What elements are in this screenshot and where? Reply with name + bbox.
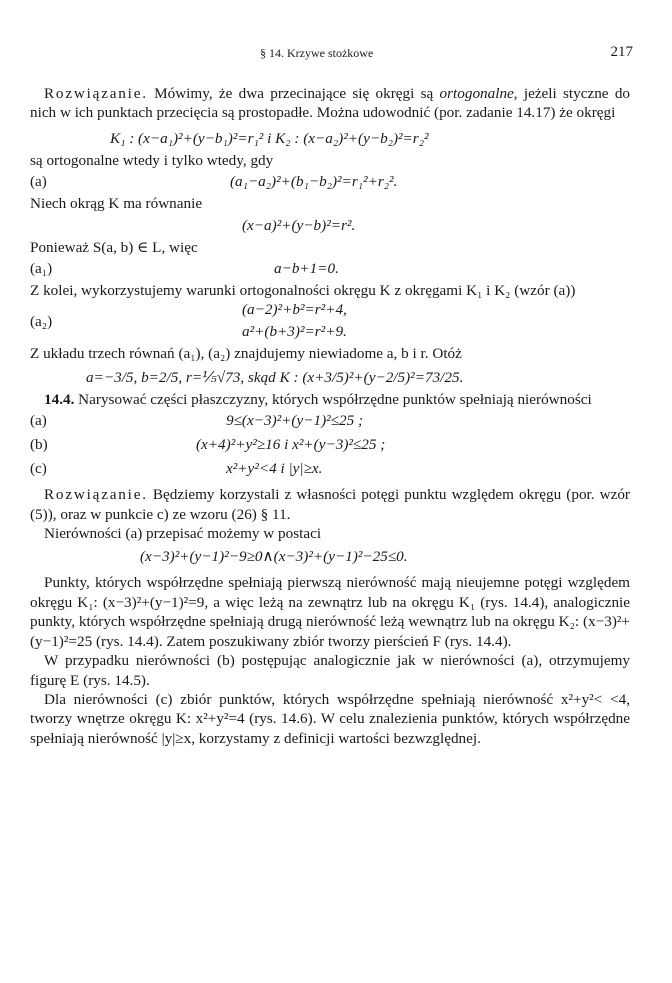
page-body <box>30 84 630 748</box>
paragraph-solution-2 <box>30 485 630 524</box>
paragraph-system: Z układu trzech równań (a₁), (a₂) znajdujemy niewiadome a, b i r. Otóż <box>30 345 462 363</box>
formula: 9≤(x−3)²+(y−1)²≤25 ; <box>226 412 364 430</box>
page <box>30 40 633 747</box>
equation-k1-k2 <box>30 127 630 151</box>
equation-k <box>30 214 630 238</box>
paragraph-points: Punkty, których współrzędne spełniają pierwszą nierówność mają nieujemne potęgi względem okręgu K₁: (x−3)²+(y−1)²=9, a więc leżą na zewnątrz lub na okręgu K₁ (rys. 14.4), analogicznie punkty, których współrzędne spełniają drugą nierówność leżą wewnątrz lub na okręgu K₂: (x−3)²+(y−1)²=25 (rys. 14.4). Zatem poszukiwany zbiór tworzy pierścień F (rys. 14.4). <box>30 574 630 650</box>
paragraph-case-b: W przypadku nierówności (b) postępując analogicznie jak w nierówności (a), otrzymujemy figurę E (rys. 14.5). <box>30 652 630 689</box>
paragraph-case-c: Dla nierówności (c) zbiór punktów, których współrzędne spełniają nierówność x²+y²< <4, tworzy wnętrze okręgu K: x²+y²=4 (rys. 14.6). W celu znalezienia punktów, których współrzędne spełniają nierówność |y|≥x, korzystamy z definicji wartości bezwzględnej. <box>30 690 630 747</box>
equation-a1 <box>30 257 630 281</box>
formula: (a₁−a₂)²+(b₁−b₂)²=r₁²+r₂². <box>230 173 398 191</box>
formula: (x+4)²+y²≥16 i x²+(y−3)²≤25 ; <box>196 436 386 454</box>
page-number: 217 <box>610 44 633 60</box>
text-run: Mówimy, że dwa przecinające się okręgi są <box>154 85 440 102</box>
solution-heading: Rozwiązanie. <box>44 486 148 504</box>
page-header <box>30 40 633 60</box>
text-run: Będziemy korzystali z własności potęgi punktu względem okręgu (por. wzór (5)), oraz w punkcie c) ze wzoru (26) § 11. <box>30 486 630 523</box>
paragraph-circle-k: Niech okrąg K ma równanie <box>30 195 203 213</box>
equation-solution <box>30 364 630 390</box>
inequality-b <box>30 433 630 457</box>
equation-label: (c) <box>30 460 47 478</box>
formula: a=−3/5, b=2/5, r=⅕√73, skąd K : (x+3/5)²+(y−2/5)²=73/25. <box>86 368 464 386</box>
problem-14-4 <box>30 390 630 409</box>
paragraph-solution-1 <box>30 84 630 123</box>
formula: (x−a)²+(y−b)²=r². <box>242 216 356 234</box>
formula: a²+(b+3)²=r²+9. <box>242 323 347 341</box>
equation-a <box>30 170 630 194</box>
italic-term: ortogonalne <box>439 85 514 102</box>
formula: x²+y²<4 i |y|≥x. <box>226 460 323 478</box>
equation-a2 <box>30 300 630 344</box>
paragraph-since: Ponieważ S(a, b) ∈ L, więc <box>30 238 198 256</box>
solution-heading: Rozwiązanie. <box>44 85 148 102</box>
paragraph-rewrite: Nierówności (a) przepisać możemy w postaci <box>44 525 322 543</box>
formula: (a−2)²+b²=r²+4, <box>242 301 347 319</box>
equation-rewrite <box>30 543 630 569</box>
formula: a−b+1=0. <box>274 260 339 278</box>
formula: K₁ : (x−a₁)²+(y−b₁)²=r₁² i K₂ : (x−a₂)²+(y−b₂)²=r₂² <box>110 129 429 147</box>
paragraph-condition: są ortogonalne wtedy i tylko wtedy, gdy <box>30 151 274 169</box>
inequality-c <box>30 457 630 481</box>
equation-label: (a₂) <box>30 313 53 331</box>
equation-label: (b) <box>30 436 48 454</box>
equation-label: (a) <box>30 173 47 191</box>
equation-label: (a₁) <box>30 260 53 278</box>
equation-label: (a) <box>30 412 47 430</box>
formula: (x−3)²+(y−1)²−9≥0∧(x−3)²+(y−1)²−25≤0. <box>140 548 408 566</box>
problem-text: Narysować części płaszczyzny, których współrzędne punktów spełniają nierówności <box>74 390 592 408</box>
section-title: § 14. Krzywe stożkowe <box>260 46 374 60</box>
problem-number: 14.4. <box>44 390 75 408</box>
inequality-a <box>30 409 630 433</box>
paragraph-orthogonality: Z kolei, wykorzystujemy warunki ortogonalności okręgu K z okręgami K₁ i K₂ (wzór (a)) <box>30 282 576 300</box>
text-run: , jeżeli styczne do nich w ich punktach przecięcia są prostopadłe. Można udowodnić (por. zadanie 14.17) że okręgi <box>30 85 631 122</box>
